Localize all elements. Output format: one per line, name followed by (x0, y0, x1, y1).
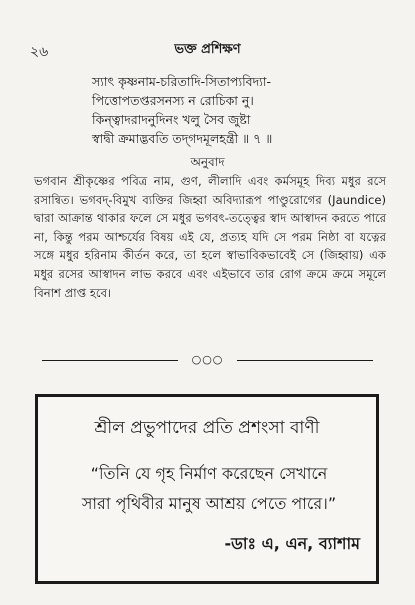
quote-text-line: সারা পৃথিবীর মানুষ আশ্রয় পেতে পারে।” (81, 494, 337, 513)
page-number: ২৬ (30, 44, 49, 60)
quote-author: -ডাঃ এ, এন, ব্যাশাম (224, 534, 360, 553)
verse-line: পিত্তোপতপ্তরসনস্য ন রোচিকা নু। (92, 93, 254, 108)
sanskrit-verse (92, 72, 392, 148)
quote-box (35, 394, 379, 584)
quote-heading: শ্রীল প্রভুপাদের প্রতি প্রশংসা বাণী (94, 418, 320, 438)
section-divider (42, 353, 373, 369)
translation-heading: অনুবাদ (190, 155, 225, 169)
verse-line: স্যাৎ কৃষ্ণনাম-চরিতাদি-সিতাপ্যবিদ্যা- (92, 74, 271, 89)
verse-line: কিন্ত্বাদরাদনুদিনং খলু সৈব জুষ্টা (92, 112, 251, 127)
divider-ornament: ○○○ (191, 353, 224, 366)
translation-text: ভগবান শ্রীকৃষ্ণের পবিত্র নাম, গুণ, লীলাদি এবং কর্মসমূহ দিব্য মধুর রসে রসান্বিত। ভগবদ্‌-বিমুখ ব্যক্তির জিহ্বা অবিদ্যারূপ পাণ্ডুরোগের (Jaundice) দ্বারা আক্রান্ত থাকার ফলে সে মধুর ভগবৎ-তত্ত্বের স্বাদ আস্বাদন করতে পারে না, কিন্তু পরম আশ্চর্যের বিষয় এই যে, প্রত্যহ যদি সে পরম নিষ্ঠা বা যত্নের সঙ্গে মধুর হরিনাম কীর্তন করে, তা হলে স্বাভাবিকভাবেই সে (জিহ্বায়) এক মধুর রসের আস্বাদন লাভ করবে এবং এইভাবে তার রোগ ক্রমে ক্রমে সমূলে বিনাশ প্রাপ্ত হবে। (34, 174, 386, 300)
page-header (30, 40, 385, 60)
divider-line-right (237, 360, 373, 361)
running-title: ভক্ত প্রশিক্ষণ (174, 42, 241, 57)
verse-line: স্বাদ্বী ক্রমাদ্ভবতি তদ্‌গদমূলহন্ত্রী ॥ ৭ ॥ (92, 131, 273, 146)
quote-text-line: “তিনি যে গৃহ নির্মাণ করেছেন সেখানে (90, 464, 328, 483)
divider-line-left (42, 360, 178, 361)
